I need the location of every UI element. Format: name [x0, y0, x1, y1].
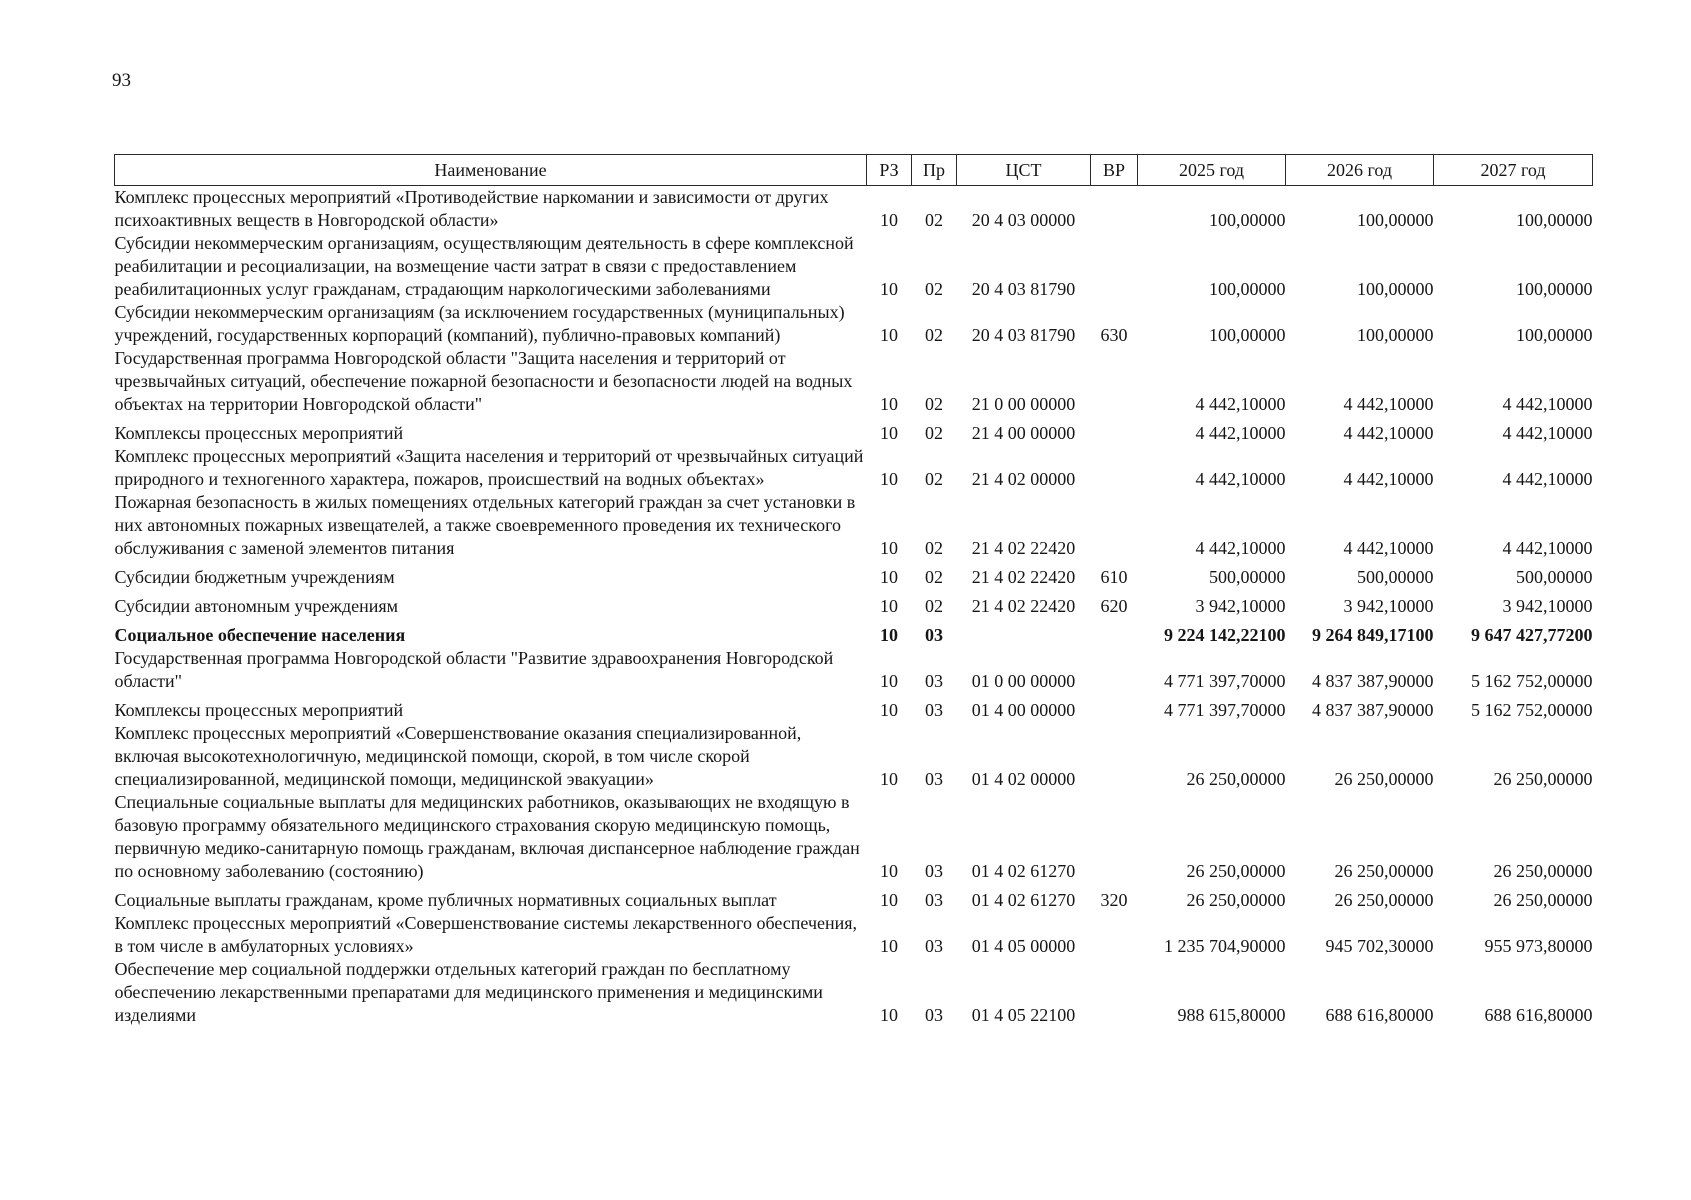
row-2027: 26 250,00000 — [1493, 769, 1593, 789]
row-cst: 21 4 02 00000 — [971, 469, 1076, 489]
row-pr: 03 — [925, 861, 943, 881]
row-name: Комплекс процессных мероприятий «Защита населения и территорий от чрезвычайных ситуаций природного и техногенного характера, пожаров, происшествий на водных объектах» — [114, 446, 864, 489]
row-vr — [1091, 958, 1138, 1027]
row-2026: 26 250,00000 — [1334, 890, 1434, 910]
row-vr — [1091, 491, 1138, 560]
row-2026: 688 616,80000 — [1325, 1005, 1434, 1025]
table-row — [115, 560, 1593, 589]
table-row — [115, 589, 1593, 618]
row-vr — [1091, 693, 1138, 722]
row-name: Комплекс процессных мероприятий «Совершенствование системы лекарственного обеспечения, в том числе в амбулаторных условиях» — [114, 913, 858, 956]
row-2026: 100,00000 — [1357, 279, 1434, 299]
row-2025: 100,00000 — [1209, 325, 1286, 345]
row-2027: 955 973,80000 — [1484, 936, 1593, 956]
row-2025: 26 250,00000 — [1186, 890, 1286, 910]
row-cst: 20 4 03 81790 — [971, 279, 1076, 299]
table-row — [115, 883, 1593, 912]
header-name: Наименование — [115, 155, 867, 186]
table-row — [115, 693, 1593, 722]
row-name: Субсидии некоммерческим организациям, осуществляющим деятельность в сфере комплексной реабилитации и ресоциализации, на возмещение части затрат в связи с предоставлением реабилитационных услуг гражданам, страдающим наркологическими заболеваниями — [114, 233, 854, 299]
row-name: Обеспечение мер социальной поддержки отдельных категорий граждан по бесплатному обеспечению лекарственными препаратами для медицинского применения и медицинскими изделиями — [114, 959, 823, 1025]
row-name: Специальные социальные выплаты для медицинских работников, оказывающих не входящую в базовую программу обязательного медицинского страхования скорую медицинскую помощь, первичную медико-санитарную помощь гражданам, включая диспансерное наблюдение граждан по основному заболеванию (состоянию) — [114, 792, 860, 881]
table-row — [115, 347, 1593, 416]
row-2027: 4 442,10000 — [1502, 423, 1593, 443]
row-cst — [957, 618, 1091, 647]
row-rz: 10 — [880, 671, 898, 691]
row-2025: 4 442,10000 — [1195, 469, 1286, 489]
row-pr: 02 — [925, 279, 943, 299]
row-vr — [1091, 232, 1138, 301]
row-name: Государственная программа Новгородской области "Защита населения и территорий от чрезвычайных ситуаций, обеспечение пожарной безопасности и безопасности людей на водных объектах на территории Новгородской области" — [114, 348, 853, 414]
row-rz: 10 — [880, 279, 898, 299]
row-2025: 500,00000 — [1209, 567, 1286, 587]
row-2027: 26 250,00000 — [1493, 890, 1593, 910]
row-2026: 4 837 387,90000 — [1312, 671, 1434, 691]
row-2026: 26 250,00000 — [1334, 861, 1434, 881]
row-2026: 4 442,10000 — [1343, 394, 1434, 414]
row-pr: 02 — [925, 469, 943, 489]
table-row — [115, 186, 1593, 233]
row-cst: 01 4 05 22100 — [971, 1005, 1076, 1025]
row-vr — [1091, 186, 1138, 233]
row-2026: 100,00000 — [1357, 210, 1434, 230]
row-2027: 100,00000 — [1516, 279, 1593, 299]
table-row — [115, 416, 1593, 445]
budget-table-container — [114, 154, 1592, 1027]
header-rz: РЗ — [867, 155, 912, 186]
row-2026: 500,00000 — [1357, 567, 1434, 587]
row-rz: 10 — [880, 861, 898, 881]
row-cst: 21 4 02 22420 — [971, 596, 1076, 616]
row-2025: 988 615,80000 — [1177, 1005, 1286, 1025]
row-vr — [1091, 912, 1138, 958]
row-vr — [1091, 416, 1138, 445]
row-2025: 100,00000 — [1209, 279, 1286, 299]
row-2027: 5 162 752,00000 — [1471, 700, 1593, 720]
row-2026: 4 837 387,90000 — [1312, 700, 1434, 720]
table-row — [115, 722, 1593, 791]
row-2027: 3 942,10000 — [1502, 596, 1593, 616]
header-pr: Пр — [912, 155, 957, 186]
row-2026: 100,00000 — [1357, 325, 1434, 345]
row-pr: 03 — [925, 936, 943, 956]
row-pr: 02 — [925, 596, 943, 616]
row-name: Субсидии автономным учреждениям — [114, 596, 399, 616]
row-cst: 01 4 02 00000 — [971, 769, 1076, 789]
row-pr: 02 — [925, 567, 943, 587]
row-rz: 10 — [880, 325, 898, 345]
row-2025: 3 942,10000 — [1195, 596, 1286, 616]
row-name: Социальные выплаты гражданам, кроме публичных нормативных социальных выплат — [114, 890, 777, 910]
row-rz: 10 — [880, 423, 898, 443]
row-pr: 02 — [925, 210, 943, 230]
row-pr: 02 — [925, 325, 943, 345]
row-vr: 620 — [1100, 596, 1128, 616]
row-name: Комплекс процессных мероприятий «Совершенствование оказания специализированной, включая высокотехнологичную, медицинской помощи, скорой, в том числе скорой специализированной, медицинской помощи, медицинской эвакуации» — [114, 723, 802, 789]
row-pr: 02 — [925, 423, 943, 443]
table-row — [115, 647, 1593, 693]
row-pr: 02 — [925, 538, 943, 558]
row-cst: 21 0 00 00000 — [971, 394, 1076, 414]
row-2026: 9 264 849,17100 — [1312, 625, 1434, 645]
row-2025: 100,00000 — [1209, 210, 1286, 230]
row-2027: 500,00000 — [1516, 567, 1593, 587]
table-row — [115, 301, 1593, 347]
row-2025: 9 224 142,22100 — [1164, 625, 1286, 645]
row-vr: 630 — [1100, 325, 1128, 345]
row-2027: 100,00000 — [1516, 210, 1593, 230]
row-rz: 10 — [880, 567, 898, 587]
row-cst: 20 4 03 00000 — [971, 210, 1076, 230]
row-2025: 26 250,00000 — [1186, 861, 1286, 881]
header-2025: 2025 год — [1138, 155, 1286, 186]
row-name: Комплекс процессных мероприятий «Противодействие наркомании и зависимости от других психоактивных веществ в Новгородской области» — [114, 187, 829, 230]
row-2027: 9 647 427,77200 — [1471, 625, 1593, 645]
row-pr: 03 — [925, 890, 943, 910]
row-2025: 4 771 397,70000 — [1164, 671, 1286, 691]
row-cst: 21 4 02 22420 — [971, 567, 1076, 587]
row-pr: 03 — [925, 671, 943, 691]
row-cst: 20 4 03 81790 — [971, 325, 1076, 345]
row-name: Субсидии некоммерческим организациям (за исключением государственных (муниципальных) учреждений, государственных корпораций (компаний), публично-правовых компаний) — [114, 302, 845, 345]
row-2026: 4 442,10000 — [1343, 538, 1434, 558]
row-2026: 4 442,10000 — [1343, 469, 1434, 489]
row-name: Комплексы процессных мероприятий — [114, 423, 404, 443]
table-row — [115, 232, 1593, 301]
table-row — [115, 491, 1593, 560]
row-vr: 610 — [1100, 567, 1128, 587]
row-pr: 03 — [925, 700, 943, 720]
row-cst: 01 4 05 00000 — [971, 936, 1076, 956]
row-2025: 4 442,10000 — [1195, 394, 1286, 414]
row-vr — [1091, 791, 1138, 883]
row-pr: 02 — [925, 394, 943, 414]
row-2025: 4 771 397,70000 — [1164, 700, 1286, 720]
row-2025: 26 250,00000 — [1186, 769, 1286, 789]
row-name: Пожарная безопасность в жилых помещениях отдельных категорий граждан за счет установки в них автономных пожарных извещателей, а также своевременного проведения их технического обслуживания с заменой элементов питания — [114, 492, 856, 558]
row-rz: 10 — [880, 1005, 898, 1025]
row-pr: 03 — [925, 769, 943, 789]
row-cst: 01 4 00 00000 — [971, 700, 1076, 720]
row-vr — [1091, 722, 1138, 791]
row-2025: 1 235 704,90000 — [1164, 936, 1286, 956]
row-name: Государственная программа Новгородской области "Развитие здравоохранения Новгородской области" — [114, 648, 834, 691]
page-number: 93 — [112, 70, 131, 91]
row-2025: 4 442,10000 — [1195, 423, 1286, 443]
row-rz: 10 — [880, 890, 898, 910]
row-2026: 26 250,00000 — [1334, 769, 1434, 789]
row-name: Социальное обеспечение населения — [114, 625, 406, 645]
row-rz: 10 — [880, 700, 898, 720]
header-vr: ВР — [1091, 155, 1138, 186]
row-2027: 4 442,10000 — [1502, 394, 1593, 414]
row-vr — [1091, 647, 1138, 693]
row-cst: 01 4 02 61270 — [971, 861, 1076, 881]
row-2027: 4 442,10000 — [1502, 538, 1593, 558]
row-vr — [1091, 347, 1138, 416]
table-row — [115, 445, 1593, 491]
row-2027: 100,00000 — [1516, 325, 1593, 345]
row-2026: 3 942,10000 — [1343, 596, 1434, 616]
table-header-row — [115, 155, 1593, 186]
row-rz: 10 — [880, 625, 898, 645]
row-2026: 4 442,10000 — [1343, 423, 1434, 443]
header-cst: ЦСТ — [957, 155, 1091, 186]
table-row — [115, 791, 1593, 883]
row-2027: 688 616,80000 — [1484, 1005, 1593, 1025]
row-2026: 945 702,30000 — [1325, 936, 1434, 956]
row-cst: 21 4 00 00000 — [971, 423, 1076, 443]
row-2025: 4 442,10000 — [1195, 538, 1286, 558]
table-row-section — [115, 618, 1593, 647]
budget-table — [114, 154, 1593, 1027]
row-rz: 10 — [880, 936, 898, 956]
row-vr — [1091, 445, 1138, 491]
row-pr: 03 — [925, 1005, 943, 1025]
row-cst: 21 4 02 22420 — [971, 538, 1076, 558]
row-cst: 01 0 00 00000 — [971, 671, 1076, 691]
header-2027: 2027 год — [1434, 155, 1593, 186]
row-rz: 10 — [880, 210, 898, 230]
table-row — [115, 958, 1593, 1027]
row-rz: 10 — [880, 769, 898, 789]
row-cst: 01 4 02 61270 — [971, 890, 1076, 910]
row-rz: 10 — [880, 538, 898, 558]
row-2027: 26 250,00000 — [1493, 861, 1593, 881]
header-2026: 2026 год — [1286, 155, 1434, 186]
row-rz: 10 — [880, 394, 898, 414]
row-rz: 10 — [880, 596, 898, 616]
row-2027: 5 162 752,00000 — [1471, 671, 1593, 691]
row-vr — [1091, 618, 1138, 647]
row-2027: 4 442,10000 — [1502, 469, 1593, 489]
table-row — [115, 912, 1593, 958]
row-pr: 03 — [925, 625, 943, 645]
row-vr: 320 — [1100, 890, 1128, 910]
row-name: Комплексы процессных мероприятий — [114, 700, 404, 720]
row-rz: 10 — [880, 469, 898, 489]
row-name: Субсидии бюджетным учреждениям — [114, 567, 395, 587]
